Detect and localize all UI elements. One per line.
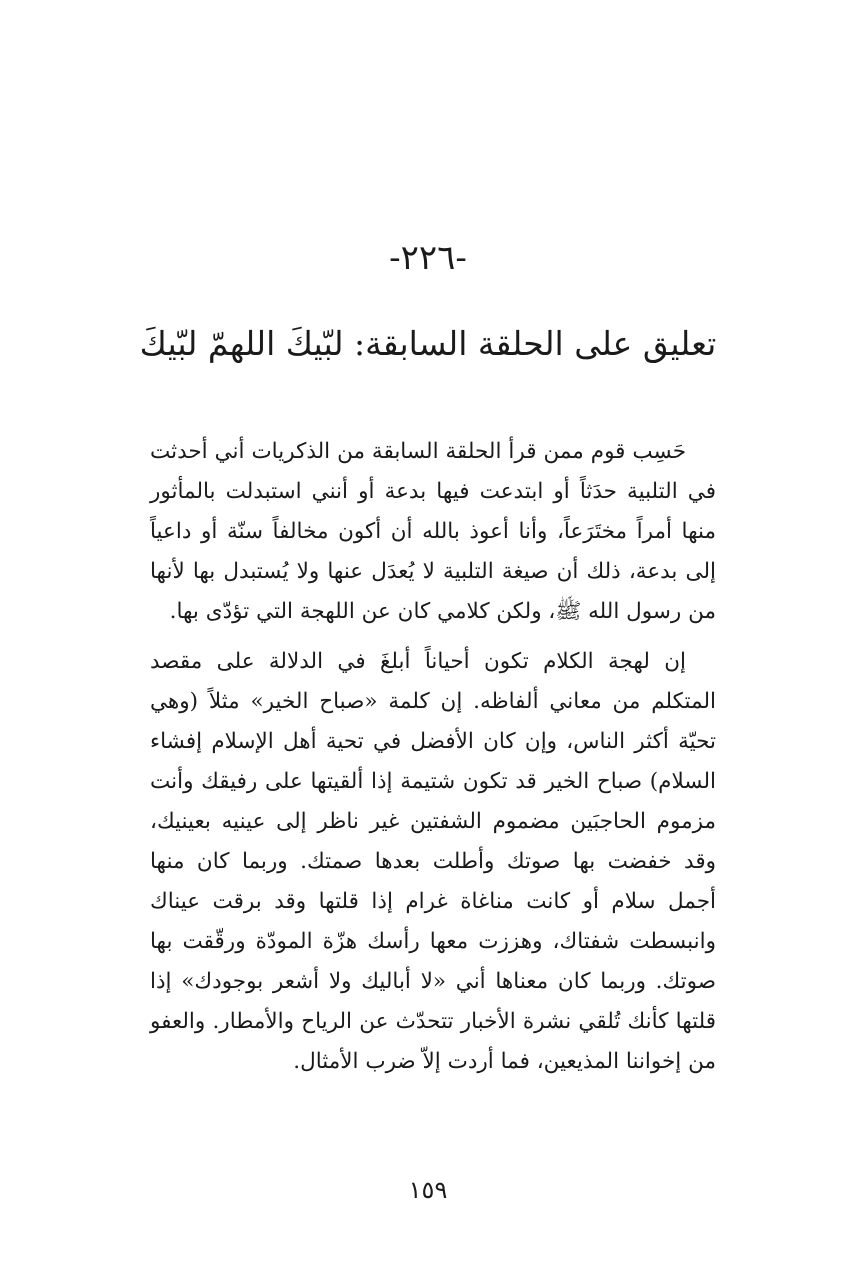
chapter-number: -٢٢٦- xyxy=(389,238,467,278)
chapter-title: تعليق على الحلقة السابقة: لبّيكَ اللهمّ لبّيكَ xyxy=(139,324,717,363)
page-number: ١٥٩ xyxy=(408,1176,448,1204)
paragraph-2: إن لهجة الكلام تكون أحياناً أبلغَ في الدلالة على مقصد المتكلم من معاني ألفاظه. إن كلمة «صباح الخير» مثلاً (وهي تحيّة أكثر الناس، وإن كان الأفضل في تحية أهل الإسلام إفشاء السلام) صباح الخير قد تكون شتيمة إذا ألقيتها على رفيقك وأنت مزموم الحاجبَين مضموم الشفتين غير ناظر إلى عينيه بعينيك، وقد خفضت بها صوتك وأطلت بعدها صمتك. وربما كان منها أجمل سلام أو كانت مناغاة غرام إذا قلتها وقد برقت عيناك وانبسطت شفتاك، وهززت معها رأسك هزّة المودّة ورقّقت بها صوتك. وربما كان معناها أني «لا أباليك ولا أشعر بوجودك» إذا قلتها كأنك تُلقي نشرة الأخبار تتحدّث عن الرياح والأمطار. والعفو من إخواننا المذيعين، فما أردت إلاّ ضرب الأمثال. xyxy=(150,649,716,1074)
body-text xyxy=(150,432,716,1082)
paragraph-1: حَسِب قوم ممن قرأ الحلقة السابقة من الذكريات أني أحدثت في التلبية حدَثاً أو ابتدعت فيها بدعة أو أنني استبدلت بالمأثور منها أمراً مختَرَعاً، وأنا أعوذ بالله أن أكون مخالفاً سنّة أو داعياً إلى بدعة، ذلك أن صيغة التلبية لا يُعدَل عنها ولا يُستبدل بها لأنها من رسول الله ﷺ، ولكن كلامي كان عن اللهجة التي تؤدّى بها. xyxy=(150,439,716,624)
